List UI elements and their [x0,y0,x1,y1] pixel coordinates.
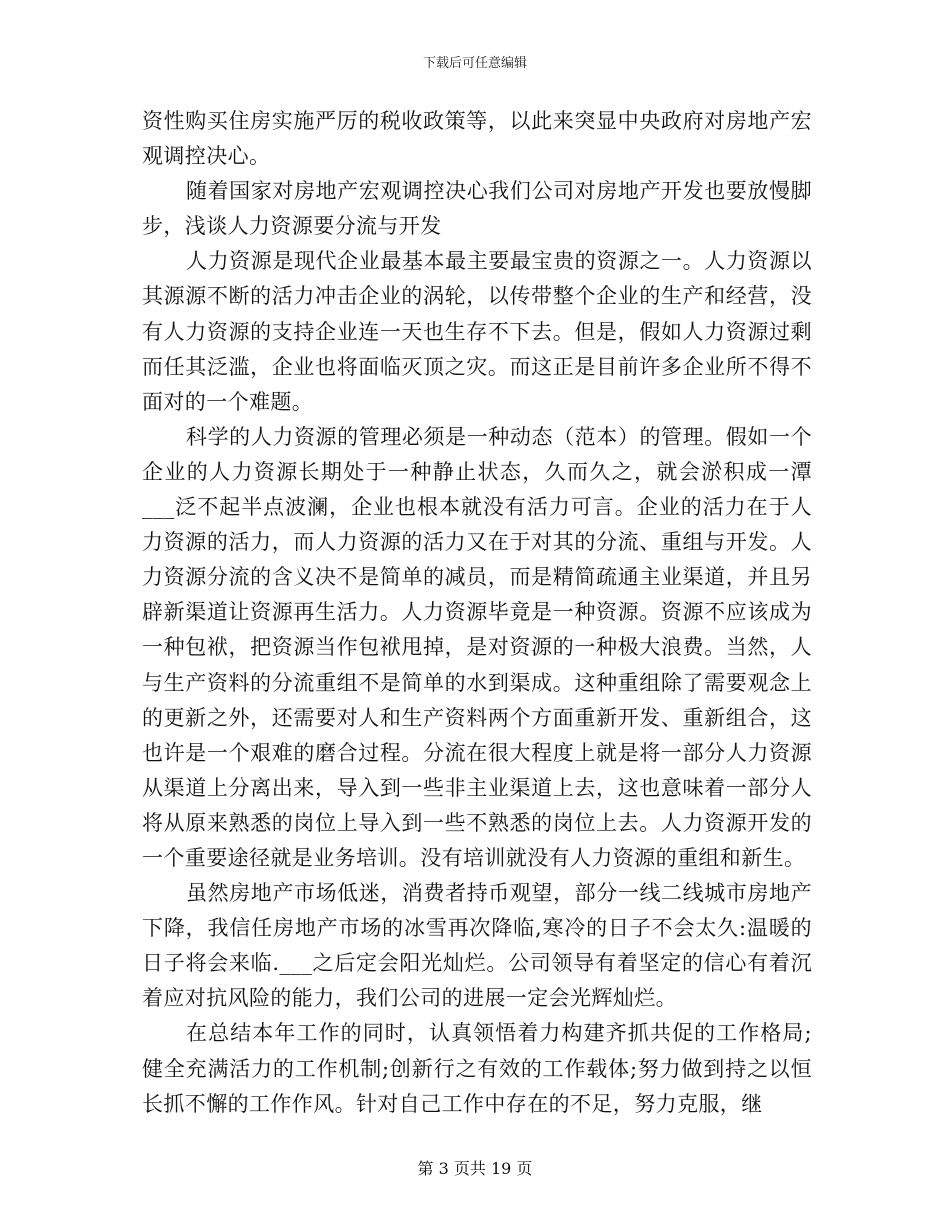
paragraph-section-title: 随着国家对房地产宏观调控决心我们公司对房地产开发也要放慢脚步，浅谈人力资源要分流与开发 [142,179,812,239]
paragraph-market-outlook: 虽然房地产市场低迷，消费者持币观望，部分一线二线城市房地产下降，我信任房地产市场的冰雪再次降临,寒冷的日子不会太久:温暖的日子将会来临.___之后定会阳光灿烂。公司领导有着坚定的信心有着沉着应对抗风险的能力，我们公司的进展一定会光辉灿烂。 [142,881,812,1011]
paragraph-work-summary: 在总结本年工作的同时，认真领悟着力构建齐抓共促的工作格局;健全充满活力的工作机制;创新行之有效的工作载体;努力做到持之以恒长抓不懈的工作作风。针对自己工作中存在的不足，努力克服，继 [142,1021,812,1116]
paragraph-continuation: 资性购买住房实施严厉的税收政策等，以此来突显中央政府对房地产宏观调控决心。 [142,109,812,169]
page-footer: 第 3 页共 19 页 [417,1159,533,1178]
paragraph-hr-intro: 人力资源是现代企业最基本最主要最宝贵的资源之一。人力资源以其源源不断的活力冲击企业的涡轮，以传带整个企业的生产和经营，没有人力资源的支持企业连一天也生存不下去。但是，假如人力资源过剩而任其泛滥，企业也将面临灭顶之灾。而这正是目前许多企业所不得不面对的一个难题。 [142,249,812,414]
paragraph-hr-management: 科学的人力资源的管理必须是一种动态（范本）的管理。假如一个企业的人力资源长期处于一种静止状态，久而久之，就会淤积成一潭___泛不起半点波澜，企业也根本就没有活力可言。企业的活力在于人力资源的活力，而人力资源的活力又在于对其的分流、重组与开发。人力资源分流的含义决不是简单的减员，而是精简疏通主业渠道，并且另辟新渠道让资源再生活力。人力资源毕竟是一种资源。资源不应该成为一种包袱，把资源当作包袱甩掉，是对资源的一种极大浪费。当然，人与生产资料的分流重组不是简单的水到渠成。这种重组除了需要观念上的更新之外，还需要对人和生产资料两个方面重新开发、重新组合，这也许是一个艰难的磨合过程。分流在很大程度上就是将一部分人力资源从渠道上分离出来，导入到一些非主业渠道上去，这也意味着一部分人将从原来熟悉的岗位上导入到一些不熟悉的岗位上去。人力资源开发的一个重要途径就是业务培训。没有培训就没有人力资源的重组和新生。 [142,424,812,870]
document-body [142,104,812,1122]
page-header: 下载后可任意编辑 [422,56,527,71]
